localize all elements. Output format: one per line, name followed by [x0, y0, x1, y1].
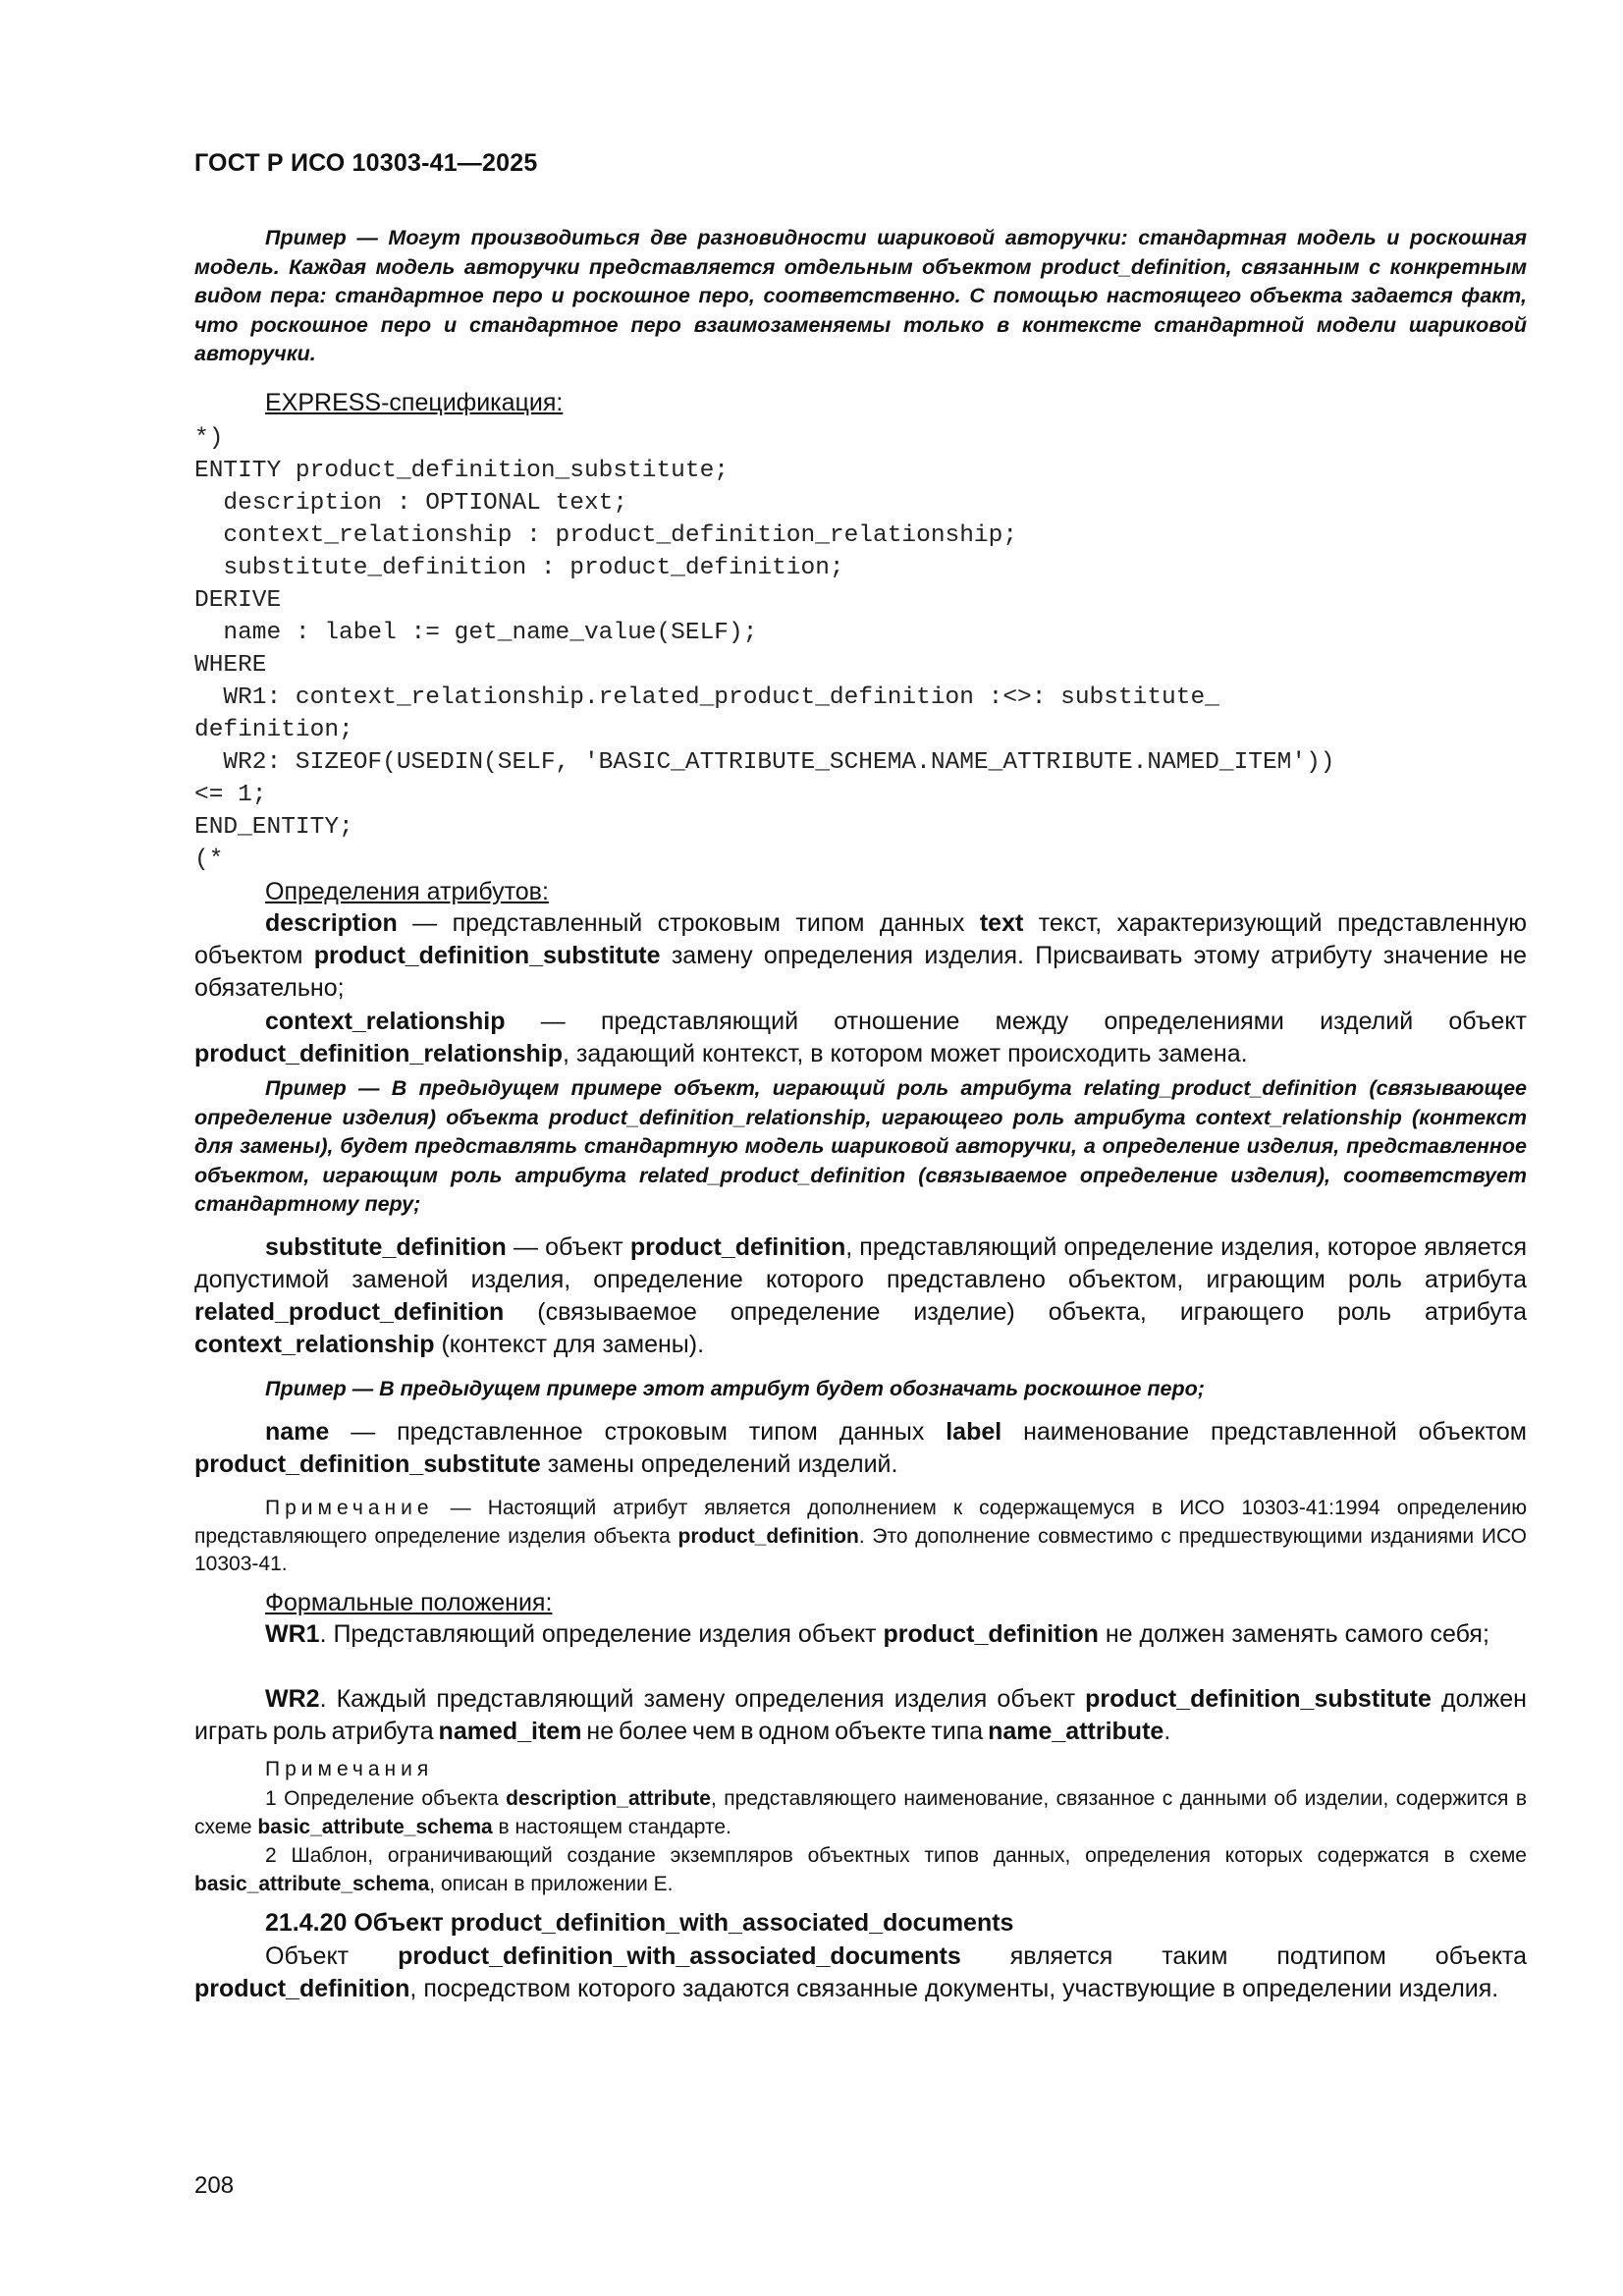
- document-header: ГОСТ Р ИСО 10303-41—2025: [194, 149, 538, 177]
- term: description: [265, 909, 398, 937]
- term: name: [265, 1418, 330, 1446]
- term-ref: named_item: [438, 1718, 582, 1745]
- term-ref: basic_attribute_schema: [194, 1872, 430, 1895]
- text: — представляющий отношение между определениями изделий объект: [505, 1008, 1527, 1035]
- express-heading-text: EXPRESS-спецификация:: [265, 389, 564, 416]
- text: . Представляющий определение изделия объект: [319, 1620, 884, 1648]
- attr-name: [194, 1416, 1527, 1481]
- formal-heading: [194, 1587, 1527, 1619]
- example-text: Пример — Могут производиться две разновидности шариковой авторучки: стандартная модель и роскошная модель. Каждая модель авторучки представляется отдельным объектом product_definition, связанным с конкретным видом пера: стандартное перо и роскошное перо, соответственно. С помощью настоящего объекта задается факт, что роскошное перо и стандартное перо взаимозаменяемы только в контексте стандартной модели шариковой авторучки.: [194, 226, 1527, 365]
- section-title: 21.4.20 Объект product_definition_with_associated_documents: [265, 1909, 1014, 1937]
- rule-wr2: [194, 1683, 1527, 1748]
- term: context_relationship: [265, 1008, 506, 1035]
- term-ref: description_attribute: [506, 1787, 711, 1810]
- term-ref: product_definition: [194, 1975, 410, 2002]
- note-label: Примечание: [265, 1497, 434, 1519]
- term-ref: product_definition: [883, 1620, 1099, 1648]
- text: 1 Определение объекта: [265, 1787, 507, 1810]
- example-2: [194, 1074, 1527, 1220]
- text: — представленное строковым типом данных: [329, 1418, 947, 1446]
- text: не более чем в одном объекте типа: [581, 1718, 989, 1745]
- text: текст, характеризующий представленную объектом: [194, 909, 1527, 969]
- express-heading: [194, 387, 1527, 419]
- term-ref: product_definition_substitute: [194, 1450, 541, 1478]
- text: является таким подтипом объекта: [960, 1942, 1528, 1970]
- example-text: Пример — В предыдущем примере этот атрибут будет обозначать роскошное перо;: [265, 1377, 1205, 1400]
- express-code: [194, 422, 1527, 876]
- section-heading: [194, 1907, 1527, 1940]
- term-ref: product_definition_substitute: [1085, 1685, 1432, 1713]
- note-1: [194, 1495, 1527, 1579]
- term-ref: context_relationship: [194, 1331, 435, 1358]
- text: — объект: [506, 1233, 630, 1261]
- term-ref: product_definition: [677, 1524, 859, 1548]
- text: — представленный строковым типом данных: [397, 909, 980, 937]
- text: . Это дополнение совместимо с предшествующими изданиями ИСО 10303-41.: [194, 1524, 1527, 1575]
- text: (связываемое определение изделие) объекта, играющего роль атрибута: [504, 1298, 1527, 1326]
- text: (контекст для замены).: [434, 1331, 705, 1358]
- text: , описан в приложении E.: [429, 1872, 674, 1895]
- term-ref: product_definition_relationship: [194, 1040, 564, 1067]
- term-ref: product_definition: [629, 1233, 846, 1261]
- text: не должен заменять самого себя;: [1098, 1620, 1489, 1648]
- term: substitute_definition: [265, 1233, 507, 1261]
- term-ref: label: [946, 1418, 1002, 1446]
- term-ref: basic_attribute_schema: [257, 1815, 493, 1838]
- notes-heading: [194, 1756, 1527, 1784]
- attr-heading: [194, 876, 1527, 908]
- section-body: [194, 1941, 1527, 2005]
- term: WR2: [265, 1685, 320, 1713]
- note-item-2: [194, 1842, 1527, 1898]
- text: — Настоящий атрибут является дополнением к содержащемуся в ИСО 10303-41:1994 определению представляющего определение изделия объекта: [194, 1497, 1527, 1548]
- term-ref: product_definition_with_associated_documents: [398, 1942, 961, 1970]
- text: 2 Шаблон, ограничивающий создание экземпляров объектных типов данных, определения которых содержатся в схеме: [265, 1844, 1527, 1867]
- term: WR1: [265, 1620, 320, 1648]
- text: Объект: [265, 1942, 399, 1970]
- attr-heading-text: Определения атрибутов:: [265, 878, 549, 905]
- term-ref: text: [979, 909, 1024, 937]
- text: в настоящем стандарте.: [492, 1815, 731, 1838]
- attr-substitute-definition: [194, 1231, 1527, 1361]
- text: , посредством которого задаются связанные документы, участвующие в определении изделия.: [409, 1975, 1499, 2002]
- rule-wr1: [194, 1618, 1527, 1651]
- text: .: [1163, 1718, 1171, 1745]
- code-listing: *) ENTITY product_definition_substitute; description : OPTIONAL text; context_relationship : product_definition_relationship; substitute_definition : product_definition; DERIVE name : label := get_name_value(SELF); WHERE WR1: context_relationship.related_product_definition :<>: substitute_ definition; WR2: SIZEOF(USEDIN(SELF, 'BASIC_ATTRIBUTE_SCHEMA.NAME_ATTRIBUTE.NAMED_ITEM')) <= 1; END_ENTITY; (*: [194, 425, 1335, 873]
- attr-context-relationship: [194, 1006, 1527, 1070]
- example-text: Пример — В предыдущем примере объект, играющий роль атрибута relating_product_definition (связывающее определение изделия) объекта product_definition_relationship, играющего роль атрибута context_relationship (контекст для замены), будет представлять стандартную модель шариковой авторучки, а определение изделия, представленное объектом, играющим роль атрибута related_product_definition (связываемое определение изделия), соответствует стандартному перу;: [194, 1076, 1527, 1216]
- text: замены определений изделий.: [540, 1450, 898, 1478]
- formal-heading-text: Формальные положения:: [265, 1589, 553, 1616]
- notes-label: Примечания: [265, 1758, 434, 1780]
- attr-description: [194, 907, 1527, 1005]
- term-ref: related_product_definition: [194, 1298, 505, 1326]
- note-item-1: [194, 1785, 1527, 1841]
- text: . Каждый представляющий замену определения изделия объект: [319, 1685, 1086, 1713]
- text: , представляющий определение изделия, которое является допустимой заменой изделия, определение которого представлено объектом, играющим роль атрибута: [194, 1233, 1527, 1293]
- text: наименование представленной объектом: [1001, 1418, 1527, 1446]
- text: должен играть роль атрибута: [194, 1685, 1527, 1745]
- term-ref: product_definition_substitute: [313, 942, 661, 969]
- text: , представляющего наименование, связанное с данными об изделии, содержится в схеме: [194, 1787, 1527, 1838]
- text: , задающий контекст, в котором может происходить замена.: [563, 1040, 1248, 1067]
- term-ref: name_attribute: [988, 1718, 1164, 1745]
- page-number: 208: [194, 2172, 235, 2199]
- example-3: [194, 1375, 1527, 1404]
- example-1: [194, 224, 1527, 369]
- text: замену определения изделия. Присваивать этому атрибуту значение не обязательно;: [194, 942, 1527, 1002]
